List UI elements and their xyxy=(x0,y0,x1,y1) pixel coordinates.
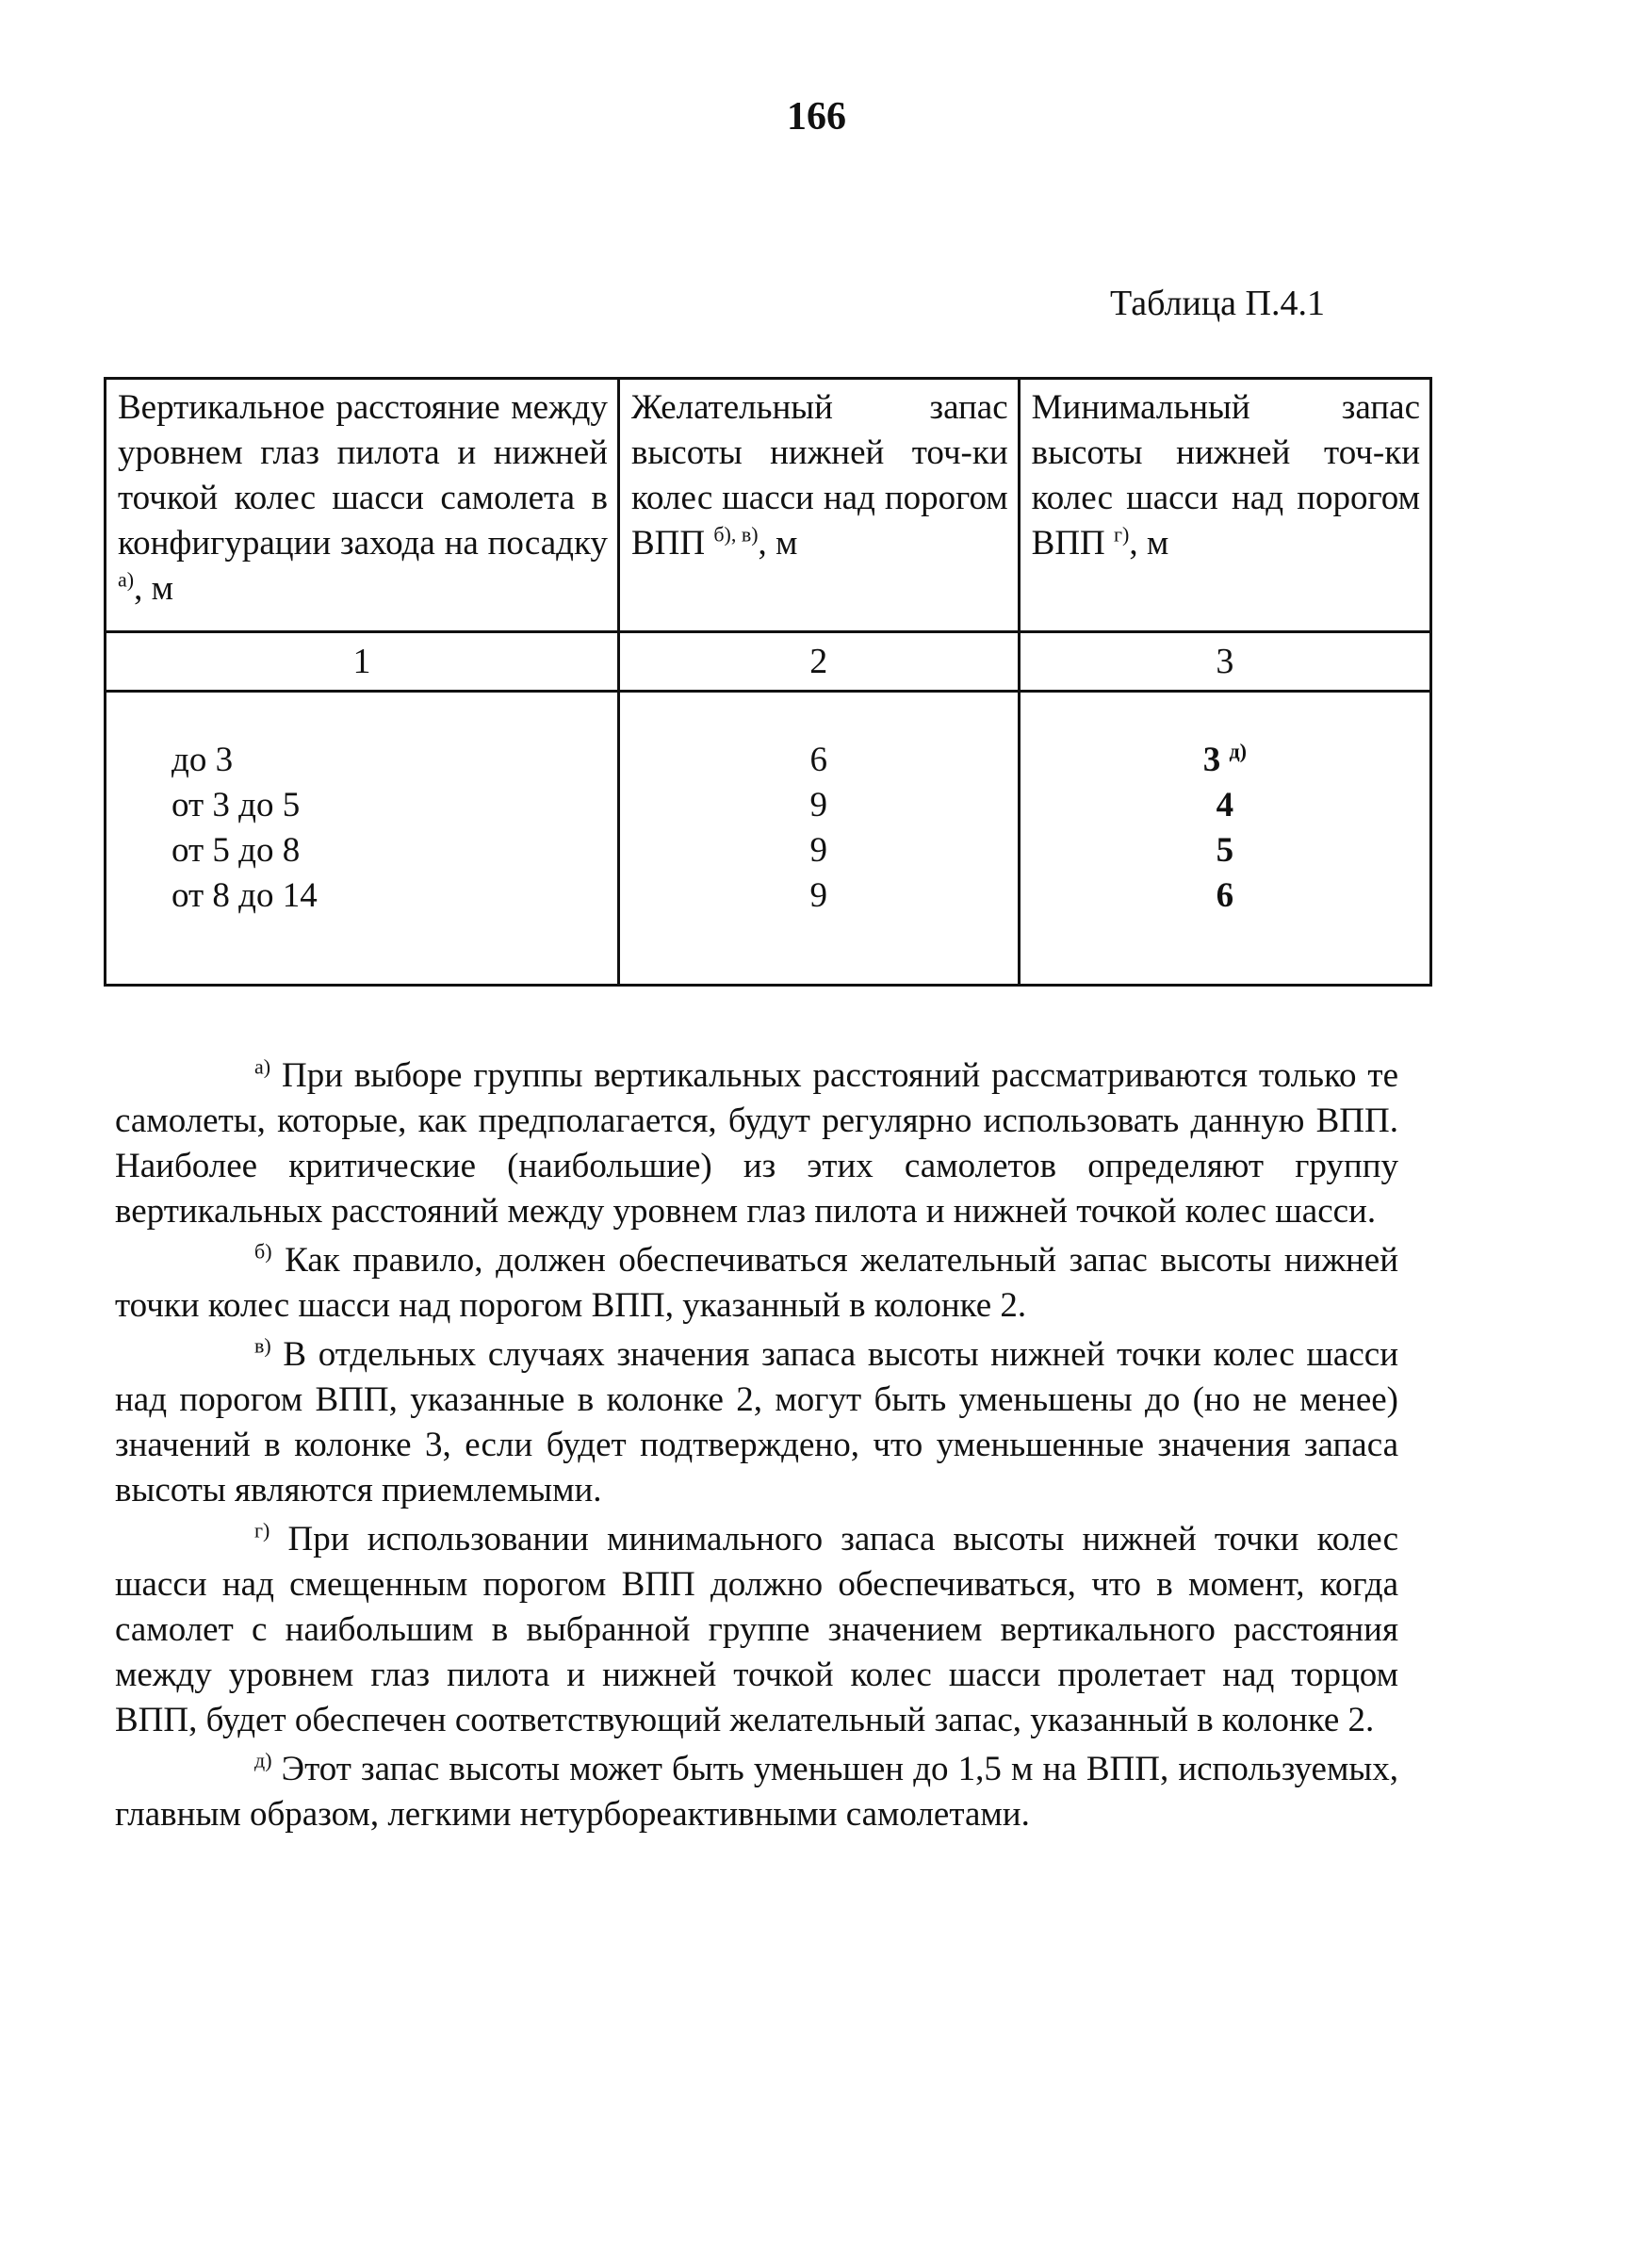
minimum-value: 3 xyxy=(1202,741,1221,779)
range-value: от 3 до 5 xyxy=(171,786,301,824)
footnote-ref: г) xyxy=(1114,522,1130,547)
header-text: Желательный запас высоты нижней точ-ки колес шасси над порогом ВПП xyxy=(630,388,1008,563)
footnote xyxy=(115,1238,1398,1329)
footnote-ref: б), в) xyxy=(713,522,759,547)
desired-cell xyxy=(618,692,1019,986)
header-text: Минимальный запас высоты нижней точ-ки колес шасси над порогом ВПП xyxy=(1031,388,1420,563)
clearance-table xyxy=(104,377,1432,987)
footnote-marker: б) xyxy=(254,1239,272,1264)
header-text: Вертикальное расстояние между уровнем глаз пилота и нижней точкой колес шасси самолета в конфигурации захода на посадку xyxy=(118,388,608,563)
header-minimum-clearance xyxy=(1019,379,1430,632)
minimum-value: 5 xyxy=(1216,831,1234,870)
minimum-value: 6 xyxy=(1216,876,1234,915)
table-header-row xyxy=(106,379,1431,632)
footnote-ref: а) xyxy=(118,567,135,592)
column-number: 1 xyxy=(106,632,619,692)
range-value: до 3 xyxy=(171,741,234,779)
footnote-marker: а) xyxy=(254,1054,271,1079)
desired-value: 6 xyxy=(809,741,828,779)
footnote-text: В отдельных случаях значения запаса высоты нижней точки колес шасси над порогом ВПП, указанные в колонке 2, могут быть уменьшены до (но не менее) значений в колонке 3, если будет подтверждено, что уменьшенные значения запаса высоты являются приемлемыми. xyxy=(115,1335,1399,1509)
table-caption: Таблица П.4.1 xyxy=(1110,284,1325,323)
table-body-row xyxy=(106,692,1431,986)
column-number-row xyxy=(106,632,1431,692)
footnote-marker: д) xyxy=(254,1748,272,1772)
footnote-text: Этот запас высоты может быть уменьшен до 1,5 м на ВПП, используемых, главным образом, легкими нетурбореактивными самолетами. xyxy=(115,1750,1398,1834)
footnotes xyxy=(115,1053,1398,1841)
range-value: от 5 до 8 xyxy=(171,831,301,870)
footnote xyxy=(115,1053,1398,1234)
desired-value: 9 xyxy=(809,876,828,915)
footnote-text: Как правило, должен обеспечиваться желательный запас высоты нижней точки колес шасси над порогом ВПП, указанный в колонке 2. xyxy=(115,1241,1399,1325)
minimum-value: 4 xyxy=(1216,786,1234,824)
header-unit: , м xyxy=(134,569,174,608)
header-unit: , м xyxy=(758,524,798,563)
footnote-text: При выборе группы вертикальных расстояний рассматриваются только те самолеты, которые, как предполагается, будут регулярно использовать данную ВПП. Наиболее критические (наибольшие) из этих самолетов определяют группу вертикальных расстояний между уровнем глаз пилота и нижней точкой колес шасси. xyxy=(115,1056,1399,1231)
minimum-value-row xyxy=(1021,738,1429,783)
minimum-cell xyxy=(1019,692,1430,986)
footnote xyxy=(115,1332,1398,1513)
page-number: 166 xyxy=(787,95,846,139)
desired-value: 9 xyxy=(809,786,828,824)
footnote xyxy=(115,1747,1398,1837)
column-number: 3 xyxy=(1019,632,1430,692)
header-vertical-distance xyxy=(106,379,619,632)
footnote-marker: в) xyxy=(254,1333,271,1358)
footnote-ref: д) xyxy=(1229,739,1247,763)
header-desired-clearance xyxy=(618,379,1019,632)
header-unit: , м xyxy=(1129,524,1169,563)
column-number: 2 xyxy=(618,632,1019,692)
desired-value: 9 xyxy=(809,831,828,870)
footnote-marker: г) xyxy=(254,1518,270,1542)
range-value: от 8 до 14 xyxy=(171,876,318,915)
range-cell xyxy=(106,692,619,986)
footnote-text: При использовании минимального запаса высоты нижней точки колес шасси над смещенным порогом ВПП должно обеспечиваться, что в момент, когда самолет с наибольшим в выбранной группе значением вертикального расстояния между уровнем глаз пилота и нижней точкой колес шасси пролетает над торцом ВПП, будет обеспечен соответствующий желательный запас, указанный в колонке 2. xyxy=(115,1520,1398,1739)
footnote xyxy=(115,1517,1398,1743)
